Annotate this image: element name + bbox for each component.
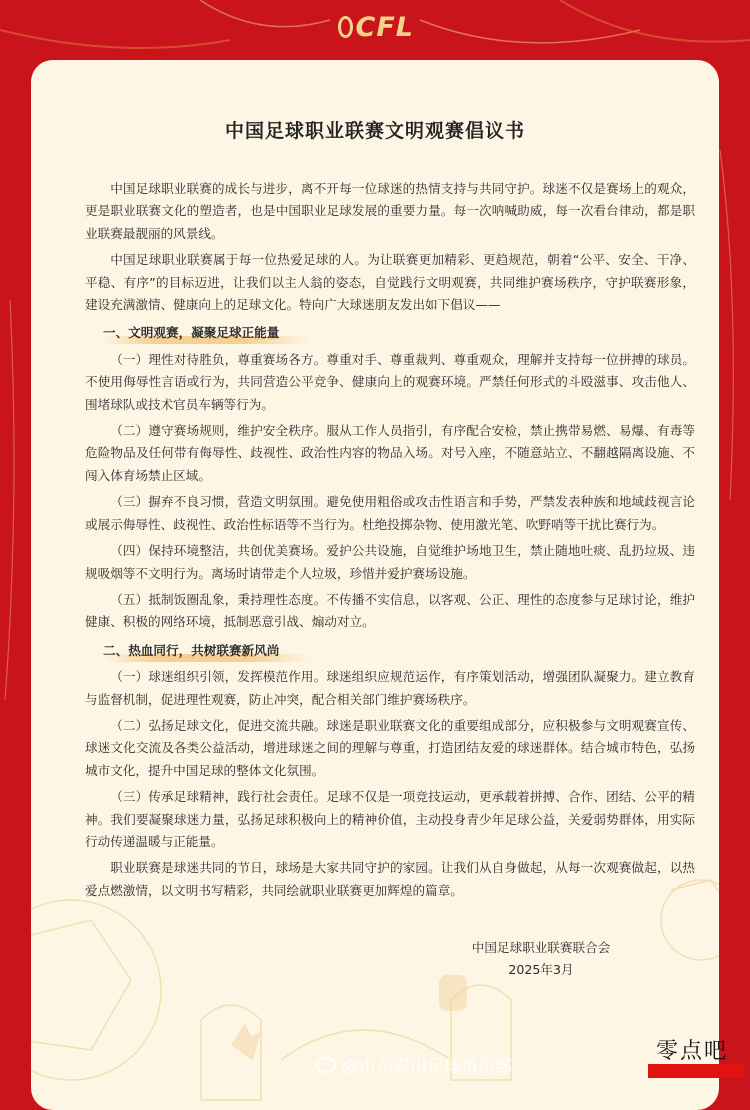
section1-item-2: （二）遵守赛场规则，维护安全秩序。服从工作人员指引，有序配合安检，禁止携带易燃、易爆、有毒等危险物品及任何带有侮辱性、歧视性、政治性内容的物品入场。对号入座，不随意站立、不翻越隔离设施、不闯入体育场禁止区域。 — [85, 423, 695, 483]
section-heading-1: 一、文明观赛，凝聚足球正能量 — [103, 322, 309, 344]
weibo-watermark — [316, 1052, 512, 1077]
intro-paragraph-2: 中国足球职业联赛属于每一位热爱足球的人。为让联赛更加精彩、更趋规范，朝着“公平、安全、干净、平稳、有序”的目标迈进，让我们以主人翁的姿态，自觉践行文明观赛，共同维护赛场秩序，守护联赛形象，建设充满激情、健康向上的足球文化。特向广大球迷朋友发出如下倡议—— — [85, 252, 695, 313]
watermark-text: @山东泰山足球俱乐部 — [342, 1057, 512, 1077]
section2-item-1: （一）球迷组织引领，发挥模范作用。球迷组织应规范运作，有序策划活动，增强团队凝聚力。建立教育与监督机制，促进理性观赛，防止冲突，配合相关部门维护赛场秩序。 — [85, 669, 695, 707]
section1-item-1: （一）理性对待胜负，尊重赛场各方。尊重对手、尊重裁判、尊重观众，理解并支持每一位拼搏的球员。不使用侮辱性言语或行为，共同营造公平竞争、健康向上的观赛环境。严禁任何形式的斗殴滋事、攻击他人、围堵球队或技术官员车辆等行为。 — [85, 351, 695, 412]
football-icon — [338, 16, 353, 38]
corner-watermark-text: 零点吧 — [656, 1039, 729, 1064]
cfl-logo — [338, 8, 414, 46]
closing-paragraph: 职业联赛是球迷共同的节日，球场是大家共同守护的家园。让我们从自身做起，从每一次观赛做起，以热爱点燃激情，以文明书写精彩，共同绘就职业联赛更加辉煌的篇章。 — [85, 860, 695, 898]
proposal-document — [31, 60, 719, 1110]
intro-paragraph-1: 中国足球职业联赛的成长与进步，离不开每一位球迷的热情支持与共同守护。球迷不仅是赛场上的观众，更是职业联赛文化的塑造者，也是中国职业足球发展的重要力量。每一次呐喊助威，每一次看台律动，都是职业联赛最靓丽的风景线。 — [85, 181, 695, 241]
section2-item-3: （三）传承足球精神，践行社会责任。足球不仅是一项竞技运动，更承载着拼搏、合作、团结、公平的精神。我们要凝聚球迷力量，弘扬足球积极向上的精神价值，主动投身青少年足球公益，关爱弱势群体，用实际行动传递温暖与正能量。 — [85, 789, 695, 849]
page-title: 中国足球职业联赛文明观赛倡议书 — [224, 120, 525, 142]
section1-item-4: （四）保持环境整洁，共创优美赛场。爱护公共设施，自觉维护场地卫生，禁止随地吐痰、乱扔垃圾、违规吸烟等不文明行为。离场时请带走个人垃圾，珍惜并爱护赛场设施。 — [85, 543, 695, 581]
corner-watermark — [640, 1034, 748, 1082]
section1-item-5: （五）抵制饭圈乱象，秉持理性态度。不传播不实信息，以客观、公正、理性的态度参与足球讨论，维护健康、积极的网络环境，抵制恶意引战、煽动对立。 — [85, 591, 695, 630]
signature-block — [431, 937, 651, 981]
logo-text: CFL — [355, 11, 414, 43]
signature-date: 2025年3月 — [508, 962, 574, 977]
corner-red-bar — [648, 1064, 744, 1078]
signature-org: 中国足球职业联赛联合会 — [471, 940, 611, 955]
section-heading-2: 二、热血同行，共树联赛新风尚 — [103, 640, 309, 662]
section1-item-3: （三）摒弃不良习惯，营造文明氛围。避免使用粗俗或攻击性语言和手势，严禁发表种族和地域歧视言论或展示侮辱性、歧视性、政治性标语等不当行为。杜绝投掷杂物、使用激光笔、吹野哨等干扰比赛行为。 — [85, 494, 695, 532]
document-body — [85, 178, 695, 906]
section2-item-2: （二）弘扬足球文化，促进交流共融。球迷是职业联赛文化的重要组成部分，应积极参与文明观赛宣传、球迷文化交流及各类公益活动，增进球迷之间的理解与尊重，打造团结友爱的球迷群体。结合城市特色，弘扬城市文化，提升中国足球的整体文化氛围。 — [85, 717, 695, 778]
weibo-icon — [316, 1057, 336, 1073]
